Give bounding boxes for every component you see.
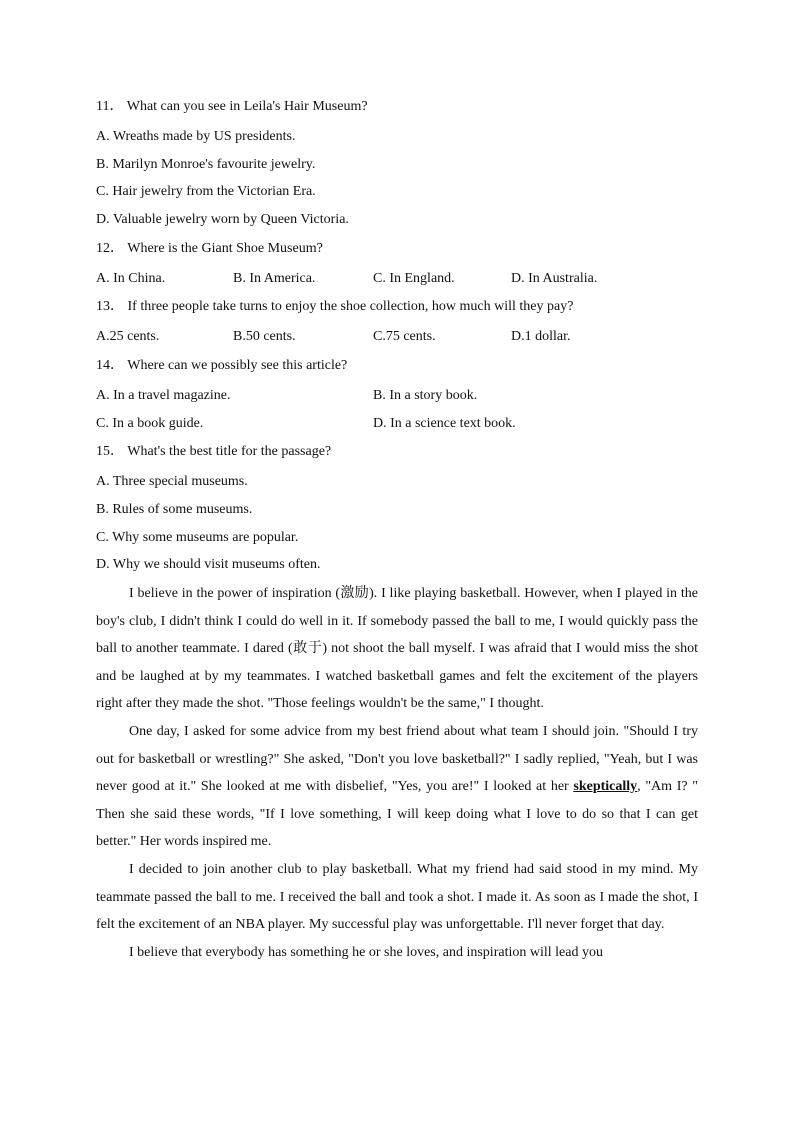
- question-14-stem: 14． Where can we possibly see this article?: [96, 358, 348, 373]
- question-15-stem: 15． What's the best title for the passage?: [96, 444, 332, 459]
- question-11-stem: 11． What can you see in Leila's Hair Museum?: [96, 99, 368, 114]
- question-11-option-b: B. Marilyn Monroe's favourite jewelry.: [96, 157, 316, 172]
- passage-paragraph-4: I believe that everybody has something he or she loves, and inspiration will lead you: [129, 944, 603, 960]
- question-11-option-a: A. Wreaths made by US presidents.: [96, 129, 296, 144]
- question-14-option-d: D. In a science text book.: [373, 416, 516, 431]
- question-11-option-c: C. Hair jewelry from the Victorian Era.: [96, 184, 316, 199]
- question-12-stem: 12． Where is the Giant Shoe Museum?: [96, 241, 323, 256]
- question-14-option-b: B. In a story book.: [373, 388, 478, 403]
- reading-passage: [96, 580, 698, 966]
- question-15-option-d: D. Why we should visit museums often.: [96, 557, 321, 572]
- question-12-option-a: A. In China.: [96, 271, 166, 286]
- question-12-option-d: D. In Australia.: [511, 271, 598, 286]
- question-15-option-b: B. Rules of some museums.: [96, 502, 253, 517]
- question-14-option-c: C. In a book guide.: [96, 416, 204, 431]
- question-12-option-c: C. In England.: [373, 271, 455, 286]
- question-14-option-a: A. In a travel magazine.: [96, 388, 231, 403]
- question-15-option-a: A. Three special museums.: [96, 474, 248, 489]
- question-13-option-c: C.75 cents.: [373, 329, 436, 344]
- passage-paragraph-2-start: One day, I asked for some advice from my best friend about what team I should join. "Should I try out for basketball or wrestling?" She asked, "Don't you love basketball?" I sadly replied, "Yeah, but I was never good at it." She looked at me with disbelief, "Yes, you are!" I looked at her: [96, 723, 698, 795]
- question-13-stem: 13． If three people take turns to enjoy the shoe collection, how much will they pay?: [96, 299, 574, 314]
- question-13-option-b: B.50 cents.: [233, 329, 296, 344]
- passage-paragraph-3: I decided to join another club to play basketball. What my friend had said stood in my mind. My teammate passed the ball to me. I received the ball and took a shot. I made it. As soon as I made the shot, I felt the excitement of an NBA player. My successful play was unforgettable. I'll never forget that day.: [96, 861, 698, 933]
- passage-paragraph-1: I believe in the power of inspiration (激励). I like playing basketball. However, when I played in the boy's club, I didn't think I could do well in it. If somebody passed the ball to me, I would quickly pass the ball to another teammate. I dared (敢于) not shoot the ball myself. I was afraid that I would miss the shot and be laughed at by my teammates. I watched basketball games and felt the excitement of the players right after they made the shot. "Those feelings wouldn't be the same," I thought.: [96, 586, 698, 712]
- question-13-option-d: D.1 dollar.: [511, 329, 571, 344]
- question-12-option-b: B. In America.: [233, 271, 316, 286]
- passage-paragraph-2-end: , "Am I? " Then she said these words, "If I love something, I will keep doing what I love to do so that I can get better." Her words inspired me.: [96, 779, 698, 850]
- passage-paragraph-2: [96, 718, 698, 856]
- question-13-option-a: A.25 cents.: [96, 329, 160, 344]
- question-15-option-c: C. Why some museums are popular.: [96, 530, 299, 545]
- vocabulary-word-skeptically: skeptically: [573, 779, 638, 795]
- question-11-option-d: D. Valuable jewelry worn by Queen Victoria.: [96, 212, 349, 227]
